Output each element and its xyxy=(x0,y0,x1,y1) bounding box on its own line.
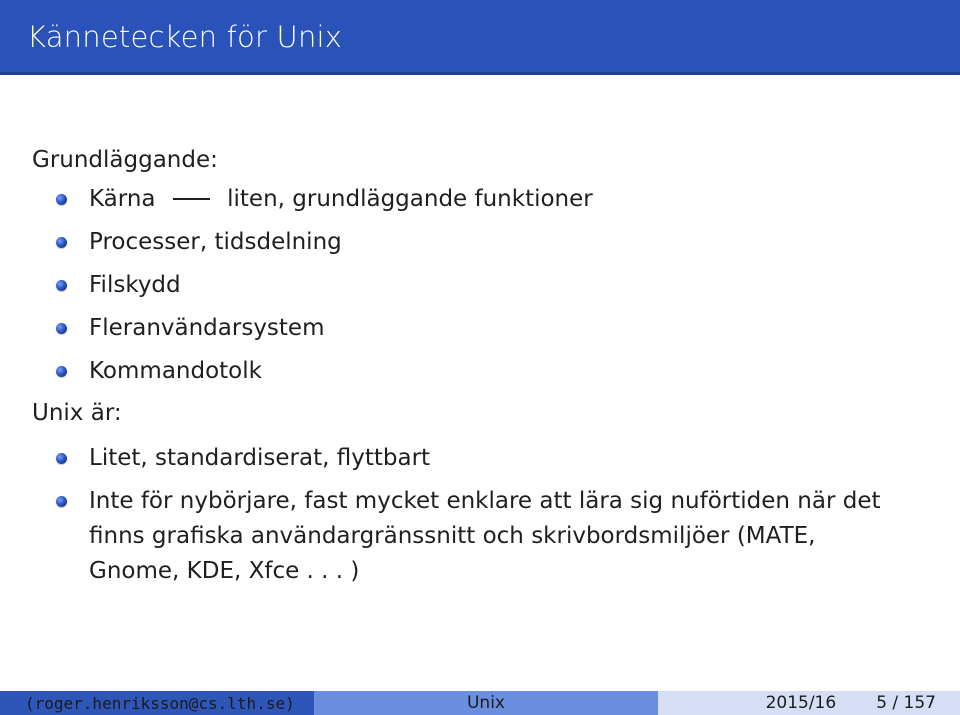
bullet-item-label: Fleranvändarsystem xyxy=(89,315,325,341)
bullet-item-processes xyxy=(32,225,912,260)
bullet-icon xyxy=(56,496,67,507)
bullet-item-label: Litet, standardiserat, flyttbart xyxy=(89,445,431,471)
footer-term: 2015/16 xyxy=(765,693,837,713)
bullet-icon xyxy=(56,366,67,377)
footer-topic: Unix xyxy=(314,691,658,715)
bullet-icon xyxy=(56,237,67,248)
bullet-item-small-standardized xyxy=(32,441,912,476)
section-heading-unix: Unix är: xyxy=(32,400,122,426)
section-basic xyxy=(32,146,912,389)
slide-footer xyxy=(0,691,960,715)
bullet-item-multiuser xyxy=(32,311,912,346)
slide-title: Kännetecken för Unix xyxy=(27,20,343,54)
footer-author: (roger.henriksson@cs.lth.se) xyxy=(0,691,314,715)
bullet-item-not-for-beginners xyxy=(32,484,912,589)
bullet-item-description: liten, grundläggande funktioner xyxy=(227,186,593,212)
slide-title-bar xyxy=(0,0,960,75)
bullet-item-kernel xyxy=(32,182,912,217)
bullet-icon xyxy=(56,323,67,334)
footer-meta xyxy=(658,691,960,715)
bullet-item-label: Inte för nybörjare, fast mycket enklare att lära sig nuförtiden när det finns grafiska användargränssnitt och skrivbordsmiljöer (MATE, Gnome, KDE, Xfce . . . ) xyxy=(89,488,881,584)
footer-page-number: 5 / 157 xyxy=(876,693,936,713)
bullet-item-shell xyxy=(32,354,912,389)
dash-separator xyxy=(173,198,210,200)
bullet-item-label: Kommandotolk xyxy=(89,358,262,384)
bullet-list-unix xyxy=(32,441,912,589)
bullet-item-label: Kärna xyxy=(89,186,156,212)
bullet-item-label: Processer, tidsdelning xyxy=(89,229,342,255)
bullet-icon xyxy=(56,453,67,464)
bullet-list-basic xyxy=(32,182,912,389)
bullet-item-file-protection xyxy=(32,268,912,303)
bullet-icon xyxy=(56,194,67,205)
section-unix xyxy=(32,399,912,589)
bullet-item-label: Filskydd xyxy=(89,272,181,298)
section-heading-basic: Grundläggande: xyxy=(32,147,218,173)
slide-content xyxy=(32,146,912,589)
bullet-icon xyxy=(56,280,67,291)
